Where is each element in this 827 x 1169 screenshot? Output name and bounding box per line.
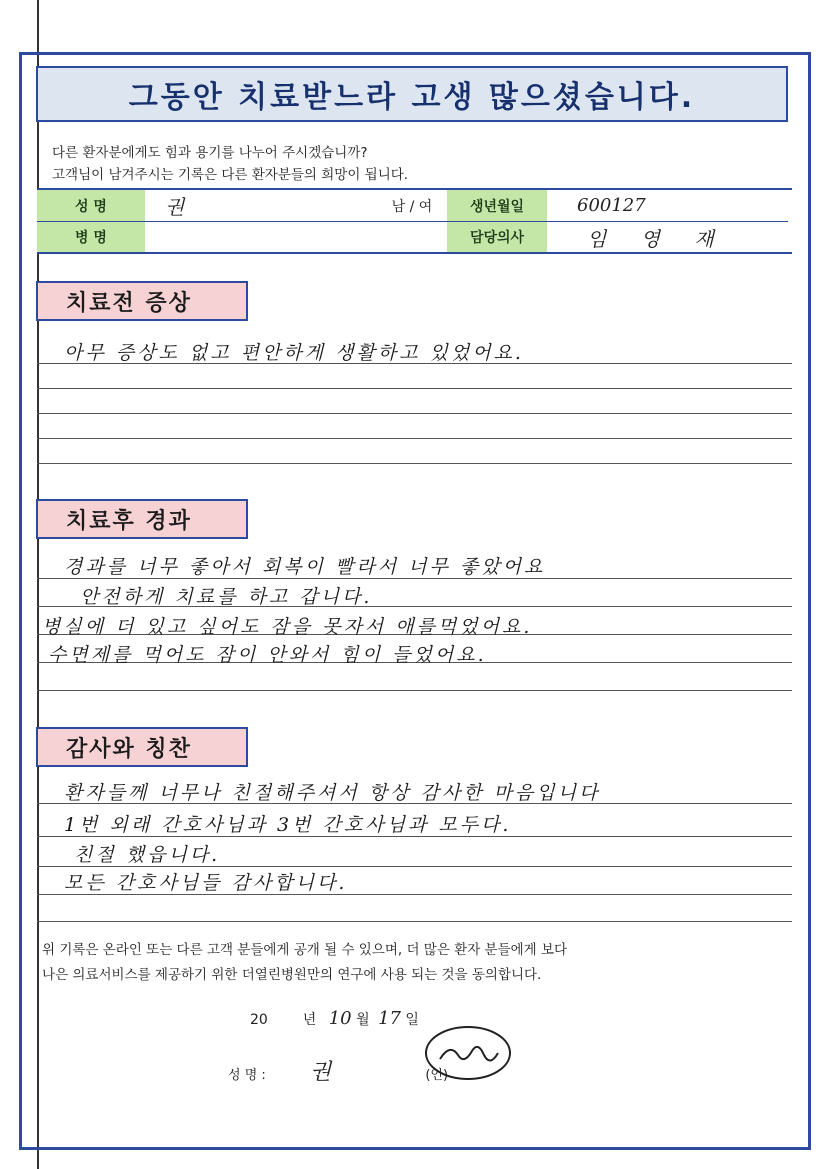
name-label: 성 명 — [37, 190, 145, 221]
day-field[interactable]: 17 — [378, 1008, 401, 1029]
signature-label: 성 명 : — [228, 1068, 266, 1083]
page-title: 그동안 치료받느라 고생 많으셨습니다. — [128, 80, 696, 115]
signature-name-field[interactable]: 권 — [309, 1060, 332, 1085]
thanks-line-2: 1번 외래 간호사님과 3번 간호사님과 모두다. — [64, 814, 512, 836]
after-line-1: 경과를 너무 좋아서 회복이 빨라서 너무 좋았어요 — [64, 556, 546, 578]
after-line-4: 수면제를 먹어도 잠이 안와서 힘이 들었어요. — [48, 644, 487, 666]
intro-line-2: 고객님이 남겨주시는 기록은 다른 환자분들의 희망이 됩니다. — [52, 167, 409, 183]
handwritten-signature-icon — [418, 1015, 518, 1085]
consent-line-2: 나은 의료서비스를 제공하기 위한 더열린병원만의 연구에 사용 되는 것을 동의합니다. — [42, 967, 542, 983]
month-label: 월 — [356, 1012, 370, 1028]
signature-row — [228, 1055, 448, 1086]
date-row — [250, 1008, 419, 1029]
thanks-line-3: 친절 했읍니다. — [74, 844, 221, 866]
section-heading-before: 치료전 증상 — [36, 281, 248, 321]
section-heading-thanks: 감사와 칭찬 — [36, 727, 248, 767]
after-line-3: 병실에 더 있고 싶어도 잠을 못자서 애를먹었어요. — [42, 616, 533, 638]
doctor-label: 담당의사 — [447, 222, 547, 252]
day-label: 일 — [405, 1012, 419, 1028]
year-label: 년 — [302, 1012, 317, 1028]
doctor-field[interactable]: 임 영 재 — [587, 226, 728, 251]
consent-line-1: 위 기록은 온라인 또는 다른 고객 분들에게 공개 될 수 있으며, 더 많은 환자 분들에게 보다 — [42, 942, 568, 958]
gender-selector[interactable]: 남 / 여 — [391, 198, 433, 215]
thanks-line-4: 모든 간호사님들 감사합니다. — [64, 872, 348, 894]
intro-line-1: 다른 환자분에게도 힘과 용기를 나누어 주시겠습니까? — [52, 145, 368, 161]
after-line-2: 안전하게 치료를 하고 갑니다. — [80, 586, 373, 608]
thanks-line-1: 환자들께 너무나 친절해주셔서 항상 감사한 마음입니다 — [64, 782, 601, 804]
month-field[interactable]: 10 — [328, 1008, 352, 1029]
title-band — [36, 66, 788, 122]
ward-field[interactable] — [145, 222, 447, 252]
birth-field[interactable]: 600127 — [577, 195, 646, 216]
year-prefix: 20 — [250, 1012, 268, 1028]
name-field[interactable]: 권 — [165, 195, 185, 219]
patient-info-table — [37, 188, 792, 254]
birth-label: 생년월일 — [447, 190, 547, 221]
before-line-1: 아무 증상도 없고 편안하게 생활하고 있었어요. — [64, 342, 524, 364]
ward-label: 병 명 — [37, 222, 145, 252]
seal-label: (인) — [425, 1068, 449, 1083]
section-heading-after: 치료후 경과 — [36, 499, 248, 539]
